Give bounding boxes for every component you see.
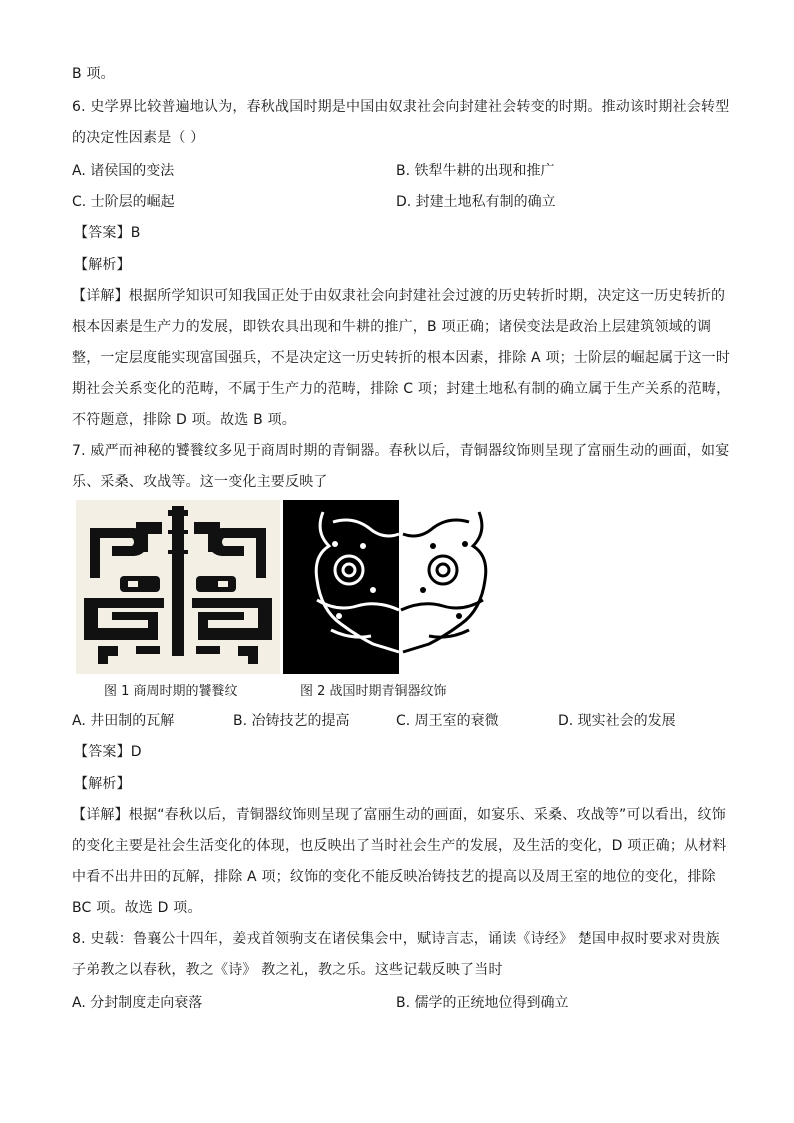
- q6-option-d: D. 封建土地私有制的确立: [396, 194, 556, 210]
- figure-2-caption: 图 2 战国时期青铜器纹饰: [300, 684, 447, 699]
- text-line: B 项。: [72, 66, 115, 82]
- q7-option-a: A. 井田制的瓦解: [72, 713, 175, 729]
- q6-option-a: A. 诸侯国的变法: [72, 163, 175, 179]
- q7-option-b: B. 冶铸技艺的提高: [233, 713, 350, 729]
- taotie-pattern-icon: [76, 500, 280, 674]
- q6-explanation: 整，一定层度能实现富国强兵，不是决定这一历史转折的根本因素，排除 A 项；士阶层的崛起属于这一时: [72, 350, 731, 366]
- figure-1-caption: 图 1 商周时期的饕餮纹: [104, 684, 238, 699]
- taotie-pattern-image: [76, 500, 280, 674]
- question-6-stem-cont: 的决定性因素是（ ）: [72, 130, 205, 146]
- q6-analysis-label: 【解析】: [74, 257, 131, 273]
- bronze-ornament-icon: [283, 500, 493, 674]
- q6-option-c: C. 士阶层的崛起: [72, 194, 175, 210]
- bronze-ornament-image: [283, 500, 493, 674]
- question-8-stem: 8. 史载：鲁襄公十四年，姜戎首领驹支在诸侯集会中，赋诗言志，诵读《诗经》 楚国申叔时要求对贵族: [72, 931, 720, 947]
- q6-option-b: B. 铁犁牛耕的出现和推广: [396, 163, 555, 179]
- question-8-stem-cont: 子弟教之以春秋，教之《诗》 教之礼，教之乐。这些记载反映了当时: [72, 962, 503, 978]
- question-7-stem-cont: 乐、采桑、攻战等。这一变化主要反映了: [72, 474, 328, 490]
- q6-answer: 【答案】B: [74, 225, 141, 241]
- q7-explanation: 【详解】根据“春秋以后，青铜器纹饰则呈现了富丽生动的画面，如宴乐、采桑、攻战等”可以看出，纹饰: [72, 807, 726, 823]
- question-7-stem: 7. 威严而神秘的饕餮纹多见于商周时期的青铜器。春秋以后，青铜器纹饰则呈现了富丽生动的画面，如宴: [72, 443, 730, 459]
- q8-option-a: A. 分封制度走向衰落: [72, 995, 203, 1011]
- q6-explanation: 期社会关系变化的范畴，不属于生产力的范畴，排除 C 项；封建土地私有制的确立属于生产关系的范畴，: [72, 381, 731, 397]
- question-6-stem: 6. 史学界比较普遍地认为，春秋战国时期是中国由奴隶社会向封建社会转变的时期。推动该时期社会转型: [72, 99, 730, 115]
- q7-answer: 【答案】D: [74, 744, 142, 760]
- q7-explanation: BC 项。故选 D 项。: [72, 900, 202, 916]
- q7-explanation: 中看不出井田的瓦解，排除 A 项；纹饰的变化不能反映冶铸技艺的提高以及周王室的地位的变化，排除: [72, 869, 716, 885]
- q7-option-d: D. 现实社会的发展: [558, 713, 676, 729]
- q6-explanation: 【详解】根据所学知识可知我国正处于由奴隶社会向封建社会过渡的历史转折时期，决定这一历史转折的: [72, 288, 726, 304]
- q6-explanation: 不符题意，排除 D 项。故选 B 项。: [72, 412, 296, 428]
- q8-option-b: B. 儒学的正统地位得到确立: [396, 995, 569, 1011]
- q6-explanation: 根本因素是生产力的发展，即铁农具出现和牛耕的推广，B 项正确；诸侯变法是政治上层建筑领域的调: [72, 319, 712, 335]
- q7-analysis-label: 【解析】: [74, 776, 131, 792]
- q7-option-c: C. 周王室的衰微: [396, 713, 499, 729]
- q7-explanation: 的变化主要是社会生活变化的体现，也反映出了当时社会生产的发展，及生活的变化，D 项正确；从材料: [72, 838, 727, 854]
